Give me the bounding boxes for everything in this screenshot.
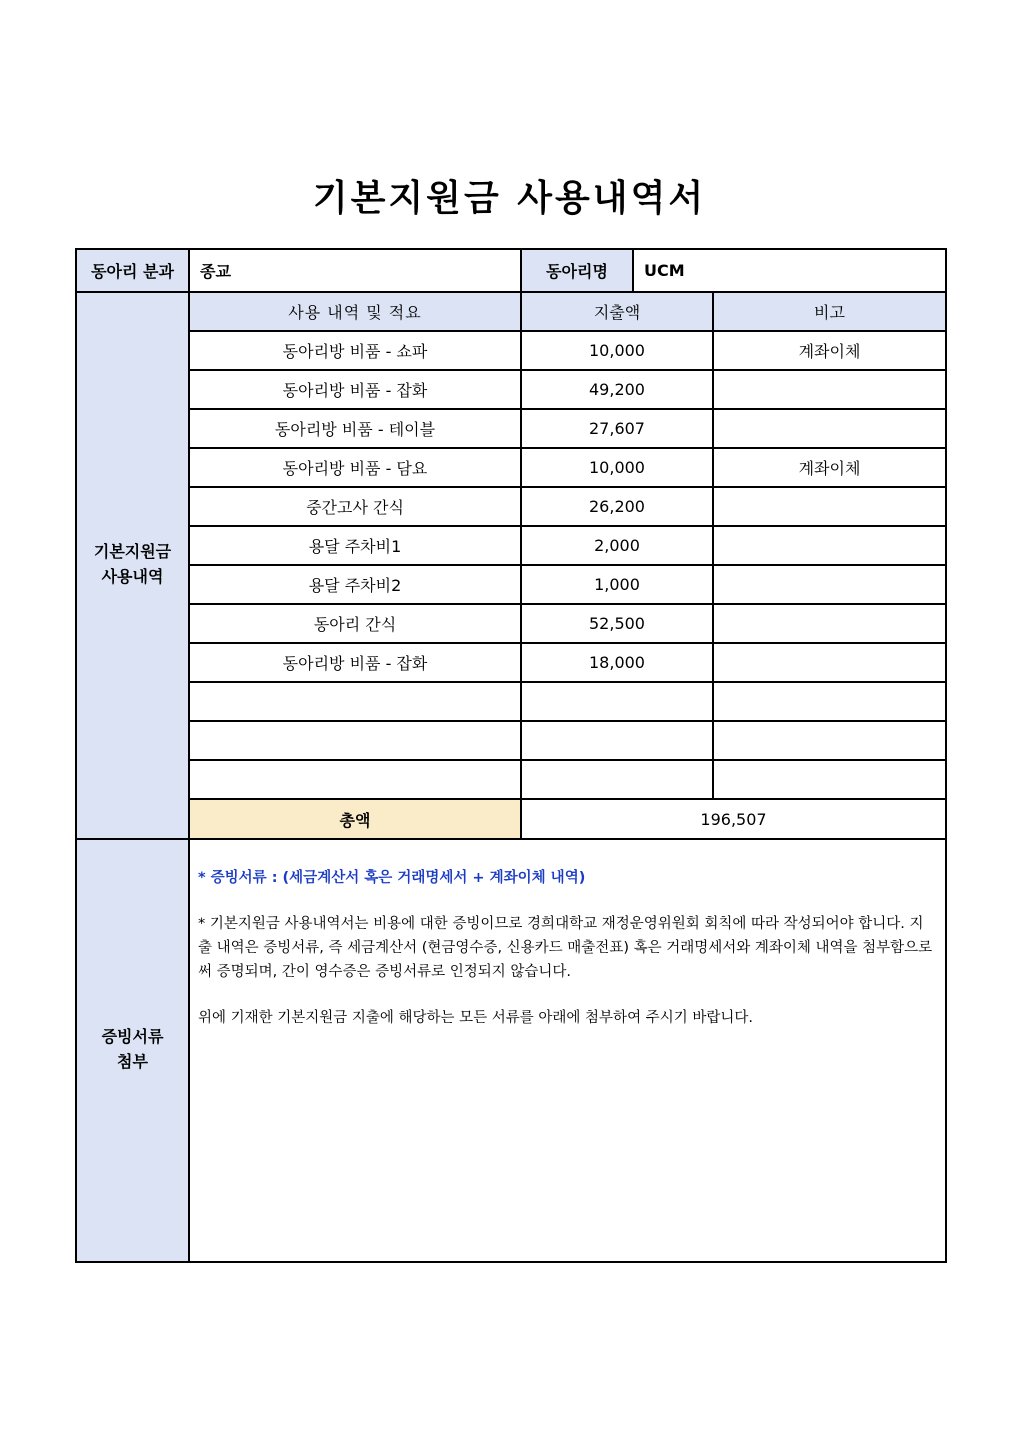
row-description[interactable] [189, 721, 521, 760]
row-description[interactable]: 용달 주차비2 [189, 565, 521, 604]
row-description[interactable]: 동아리방 비품 - 잡화 [189, 370, 521, 409]
total-row [76, 799, 946, 839]
table-row [76, 721, 946, 760]
evidence-paragraph-1: * 기본지원금 사용내역서는 비용에 대한 증빙이므로 경희대학교 재정운영위원회 회칙에 따라 작성되어야 합니다. 지출 내역은 증빙서류, 즉 세금계산서 (현금영수증, 신용카드 매출전표) 혹은 거래명세서와 계좌이체 내역을 첨부함으로써 증명되며, 간이 영수증은 증빙서류로 인정되지 않습니다. [198, 916, 933, 980]
row-note[interactable] [713, 721, 946, 760]
row-amount[interactable]: 27,607 [521, 409, 713, 448]
row-note[interactable]: 계좌이체 [713, 448, 946, 487]
row-note[interactable] [713, 604, 946, 643]
table-row [76, 760, 946, 799]
header-amount: 지출액 [521, 292, 713, 331]
page-title: 기본지원금 사용내역서 [312, 178, 707, 219]
header-description: 사용 내역 및 적요 [189, 292, 521, 331]
evidence-section-label [76, 839, 189, 1262]
usage-section-label-line2: 사용내역 [101, 567, 164, 586]
club-division-label: 동아리 분과 [76, 249, 189, 292]
evidence-section-label-line1: 증빙서류 [101, 1027, 164, 1046]
row-description[interactable]: 동아리 간식 [189, 604, 521, 643]
row-note[interactable]: 계좌이체 [713, 331, 946, 370]
row-amount[interactable]: 26,200 [521, 487, 713, 526]
club-info-row [76, 249, 946, 292]
row-note[interactable] [713, 565, 946, 604]
row-description[interactable]: 동아리방 비품 - 잡화 [189, 643, 521, 682]
table-row [76, 604, 946, 643]
row-description[interactable]: 동아리방 비품 - 담요 [189, 448, 521, 487]
row-amount[interactable]: 2,000 [521, 526, 713, 565]
row-amount[interactable]: 49,200 [521, 370, 713, 409]
row-description[interactable]: 용달 주차비1 [189, 526, 521, 565]
table-row [76, 643, 946, 682]
club-name-value[interactable]: UCM [633, 249, 946, 292]
evidence-paragraph-2: 위에 기재한 기본지원금 지출에 해당하는 모든 서류를 아래에 첨부하여 주시기 바랍니다. [198, 1010, 753, 1026]
row-amount[interactable]: 52,500 [521, 604, 713, 643]
usage-section-label [76, 292, 189, 839]
usage-section-label-line1: 기본지원금 [93, 542, 172, 561]
evidence-highlight: * 증빙서류 : (세금계산서 혹은 거래명세서 + 계좌이체 내역) [198, 870, 586, 886]
row-note[interactable] [713, 487, 946, 526]
row-note[interactable] [713, 643, 946, 682]
club-division-value[interactable]: 종교 [189, 249, 521, 292]
table-row [76, 487, 946, 526]
row-description[interactable] [189, 682, 521, 721]
row-amount[interactable]: 1,000 [521, 565, 713, 604]
row-amount[interactable]: 10,000 [521, 448, 713, 487]
row-description[interactable]: 중간고사 간식 [189, 487, 521, 526]
usage-form-table [75, 248, 947, 1263]
table-row [76, 370, 946, 409]
header-note: 비고 [713, 292, 946, 331]
row-description[interactable]: 동아리방 비품 - 쇼파 [189, 331, 521, 370]
club-name-label: 동아리명 [521, 249, 633, 292]
table-row [76, 448, 946, 487]
row-description[interactable]: 동아리방 비품 - 테이블 [189, 409, 521, 448]
row-description[interactable] [189, 760, 521, 799]
table-row [76, 682, 946, 721]
row-amount[interactable] [521, 760, 713, 799]
table-row [76, 409, 946, 448]
row-amount[interactable] [521, 721, 713, 760]
total-label: 총액 [189, 799, 521, 839]
evidence-row [76, 839, 946, 1262]
table-row [76, 526, 946, 565]
row-note[interactable] [713, 760, 946, 799]
row-amount[interactable]: 18,000 [521, 643, 713, 682]
table-row [76, 331, 946, 370]
evidence-attachment-area[interactable] [189, 839, 946, 1262]
table-row [76, 565, 946, 604]
row-note[interactable] [713, 370, 946, 409]
row-amount[interactable] [521, 682, 713, 721]
row-note[interactable] [713, 409, 946, 448]
evidence-section-label-line2: 첨부 [117, 1052, 148, 1071]
row-amount[interactable]: 10,000 [521, 331, 713, 370]
usage-header-row [76, 292, 946, 331]
row-note[interactable] [713, 682, 946, 721]
total-value: 196,507 [521, 799, 946, 839]
row-note[interactable] [713, 526, 946, 565]
